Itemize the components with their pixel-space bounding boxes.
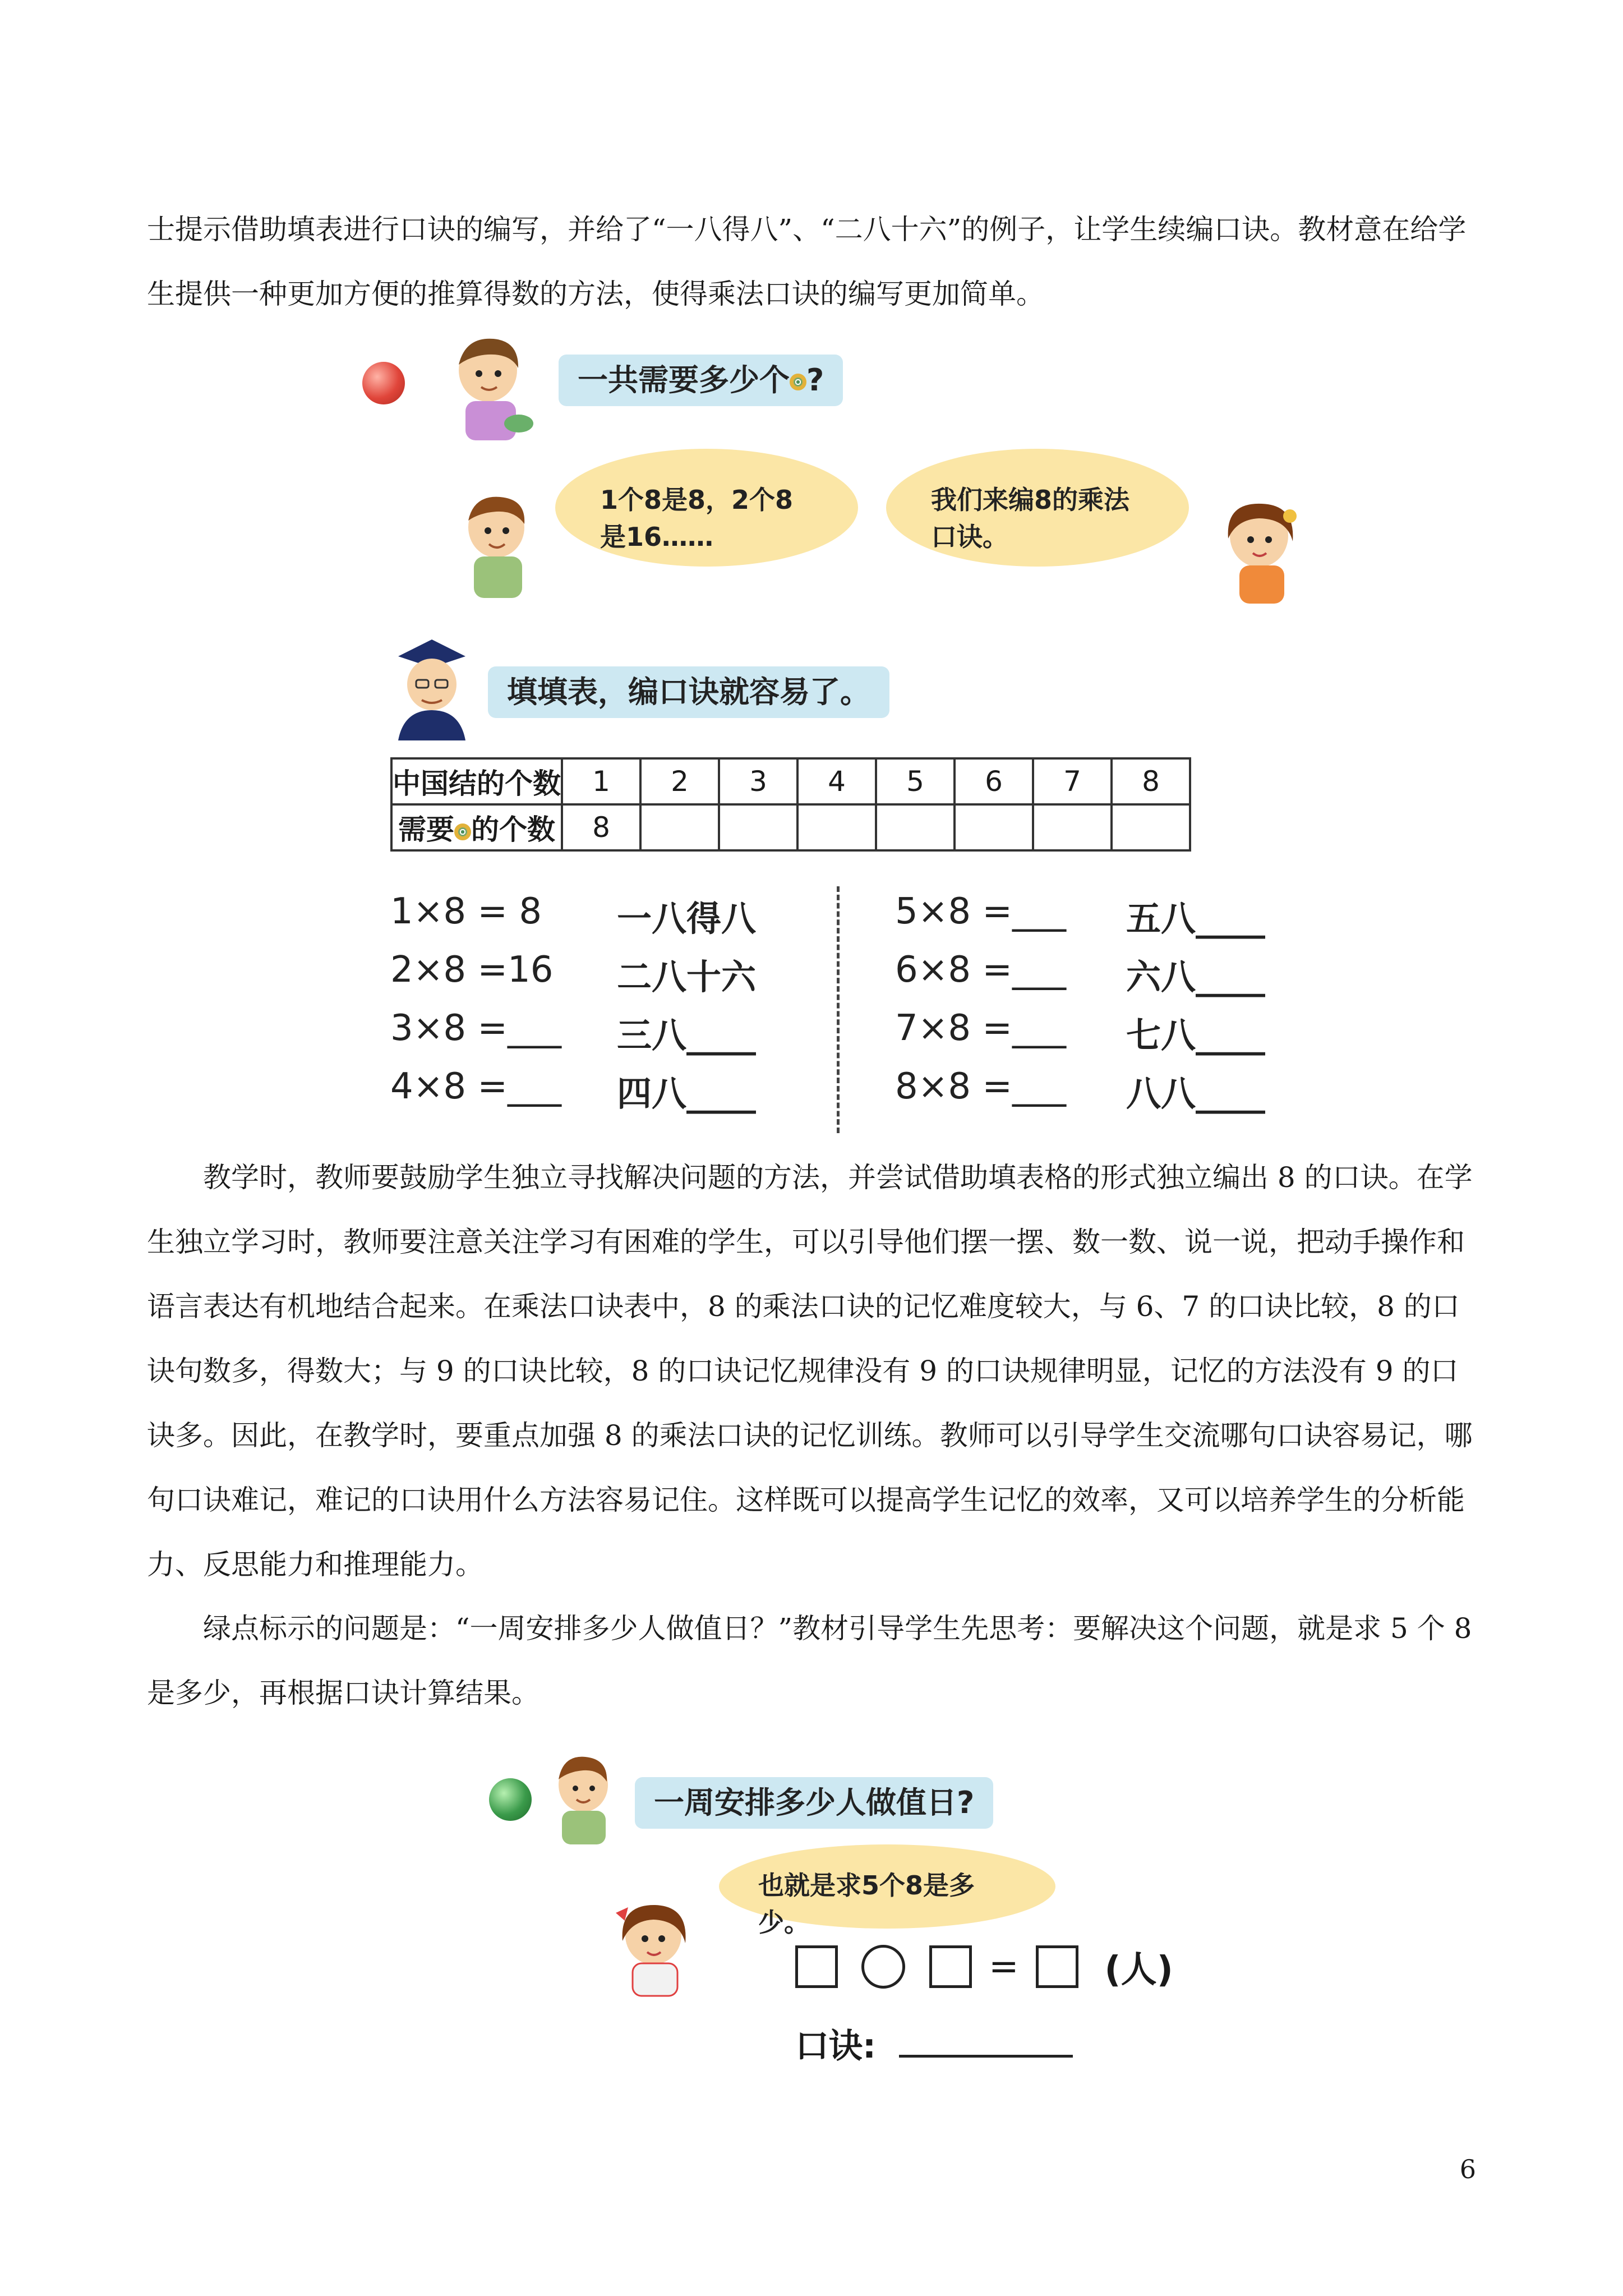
answer-box[interactable] (1036, 1945, 1078, 1988)
boy-character-icon (443, 331, 538, 443)
question-mark: ? (806, 362, 824, 398)
table-cell (955, 804, 1033, 850)
page-number: 6 (1459, 2154, 1476, 2184)
doctor-speech-text: 填填表，编口诀就容易了。 (507, 674, 870, 710)
boy-character-icon (544, 1750, 623, 1846)
equation-boxes (795, 1941, 1173, 1993)
koujue-left: 三八____ (617, 1015, 757, 1056)
table-cell: 6 (955, 758, 1033, 804)
boy-character-icon (449, 488, 544, 600)
knot-coin-icon (790, 374, 806, 390)
koujue-right: 八八____ (1126, 1073, 1266, 1114)
table-cell: 3 (719, 758, 797, 804)
koujue-blank[interactable] (899, 2027, 1073, 2058)
question-bubble (559, 355, 843, 406)
table-cell (1112, 804, 1190, 850)
row-label-coins (391, 804, 562, 850)
table-cell: 4 (797, 758, 876, 804)
equation-right: 7×8 =___ (895, 1007, 1067, 1049)
table-row (391, 758, 1190, 804)
doctor-character-icon (387, 634, 477, 740)
equation-right: 5×8 =___ (895, 891, 1067, 932)
row-label-coins-before: 需要 (398, 813, 454, 846)
paragraph-teaching: 教学时，教师要鼓励学生独立寻找解决问题的方法，并尝试借助填表格的形式独立编出 8 的口诀。在学生独立学习时，教师要注意关注学习有困难的学生，可以引导他们摆一摆、数一数、说一说，把动手操作和语言表达有机地结合起来。在乘法口诀表中，8 的乘法口诀的记忆难度较大，与 6、7 的口诀比较，8 的口诀句数多，得数大；与 9 的口诀比较，8 的口诀记忆规律没有 9 的口诀规律明显，记忆的方法没有 9 的口诀多。因此，在教学时，要重点加强 8 的乘法口诀的记忆训练。教师可以引导学生交流哪句口诀容易记，哪句口诀难记，难记的口诀用什么方法容易记住。这样既可以提高学生记忆的效率，又可以培养学生的分析能力、反思能力和推理能力。 (147, 1161, 1473, 1581)
koujue-right: 七八____ (1126, 1015, 1266, 1056)
boy-speech-text: 1个8是8，2个8是16…… (600, 485, 794, 552)
table-cell: 7 (1033, 758, 1112, 804)
girl-speech-bubble (886, 449, 1189, 567)
table-cell (719, 804, 797, 850)
koujue-right: 五八____ (1126, 898, 1266, 939)
table-cell: 8 (1112, 758, 1190, 804)
boy-speech-bubble (555, 449, 858, 567)
operator-circle[interactable] (861, 1945, 905, 1989)
girl-speech-bubble (719, 1844, 1055, 1938)
table-row (391, 804, 1190, 850)
answer-box[interactable] (929, 1945, 972, 1988)
equation-left: 1×8 = 8 (390, 891, 542, 932)
table-cell: 5 (876, 758, 955, 804)
dashed-divider (837, 886, 840, 1133)
koujue-left: 四八____ (617, 1073, 757, 1114)
girl-speech-text: 也就是求5个8是多少。 (758, 1870, 975, 1938)
equation-left: 3×8 =___ (390, 1007, 562, 1049)
knot-count-table (390, 757, 1191, 852)
row-label-knots: 中国结的个数 (391, 758, 562, 804)
red-dot-marker (362, 362, 405, 404)
table-cell: 1 (562, 758, 640, 804)
unit-label: (人) (1104, 1949, 1173, 1991)
paragraph-green-dot: 绿点标示的问题是：“一周安排多少人做值日？”教材引导学生先思考：要解决这个问题，就是求 5 个 8 是多少，再根据口诀计算结果。 (147, 1612, 1472, 1709)
doctor-speech-bubble (488, 666, 889, 718)
equals-sign: = (989, 1946, 1019, 1987)
knot-coin-icon (454, 823, 471, 840)
table-cell (876, 804, 955, 850)
koujue-left: 二八十六 (617, 956, 757, 997)
table-cell (1033, 804, 1112, 850)
answer-box[interactable] (795, 1945, 838, 1988)
question-text: 一共需要多少个 (578, 362, 790, 398)
girl-character-icon (1211, 494, 1307, 606)
girl-character-icon (606, 1896, 701, 1997)
table-cell: 8 (562, 804, 640, 850)
equation-left: 4×8 =___ (390, 1066, 562, 1107)
row-label-coins-after: 的个数 (471, 813, 555, 846)
koujue-line (795, 2019, 1073, 2068)
equation-right: 6×8 =___ (895, 949, 1067, 991)
koujue-label: 口诀: (795, 2027, 876, 2066)
girl-speech-text: 我们来编8的乘法口诀。 (931, 485, 1130, 552)
paragraph-intro: 士提示借助填表进行口诀的编写，并给了“一八得八”、“二八十六”的例子，让学生续编口诀。教材意在给学生提供一种更加方便的推算得数的方法，使得乘法口诀的编写更加简单。 (147, 213, 1467, 310)
table-cell (797, 804, 876, 850)
green-dot-marker (489, 1778, 532, 1821)
equation-left: 2×8 =16 (390, 949, 554, 991)
koujue-right: 六八____ (1126, 956, 1266, 997)
table-cell: 2 (640, 758, 719, 804)
koujue-left: 一八得八 (617, 898, 757, 939)
equation-right: 8×8 =___ (895, 1066, 1067, 1107)
question-text: 一周安排多少人做值日? (654, 1785, 975, 1820)
question-bubble (635, 1777, 993, 1829)
table-cell (640, 804, 719, 850)
